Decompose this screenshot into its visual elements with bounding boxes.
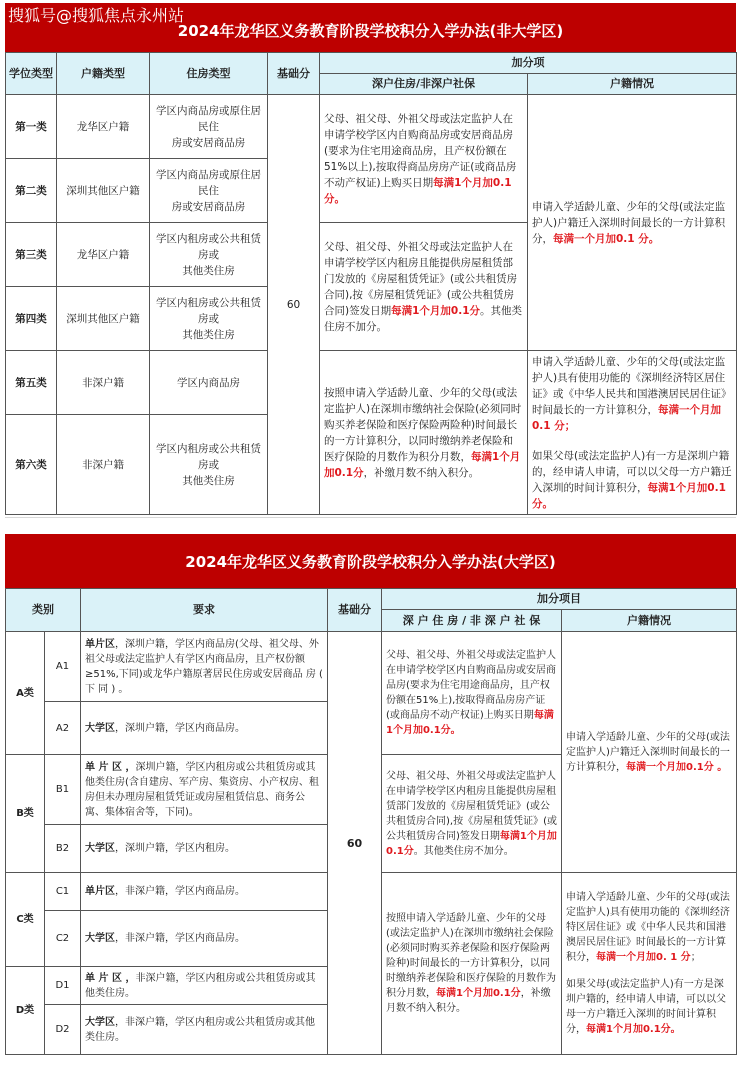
row-housing [150,95,268,159]
hukou-text: 申请入学适龄儿童、少年的父母(或法定监护人)户籍迁入深圳时间最长的一方计算积分， [532,200,726,245]
requirement-text: 深圳户籍，学区内租房或公共租赁房或其他类住房(含自建房、军产房、集资房、小产权房、租房但未办理房屋租赁凭证或房屋租赁信息、商务公寓、集体宿舍等，下同)。 [85,761,319,818]
bonus-owned-housing [320,95,528,223]
group-label: A类 [6,632,45,755]
housing-line: 学区内商品房或原住居 [156,168,261,181]
row-requirement [81,825,328,873]
bonus-tail: ，补缴月数不纳入积分。 [386,988,551,1014]
header-base: 基础分 [268,53,320,95]
header-hukou: 户籍类型 [57,53,150,95]
hukou-highlight: 每满一个月加0.1 分 [532,403,721,432]
header-requirement: 要求 [81,589,328,632]
bonus-text: 父母、祖父母、外祖父母或法定监护人在申请学校学区内租房且能提供房屋租赁部门发放的《房屋租赁凭证》(或公共租赁房合同),按《房屋租赁凭证》(或公共租赁房合同)签发日期 [324,240,518,317]
requirement-text: 非深户籍，学区内租房或公共租赁房或其他类住房。 [85,972,316,999]
table1-title: 2024年龙华区义务教育阶段学校积分入学办法(非大学区) [5,3,736,52]
watermark: 搜狐号@搜狐焦点永州站 [8,6,185,25]
row-code: D2 [45,1005,81,1055]
row-requirement [81,1005,328,1055]
bonus-highlight: 每满1个月加0.1分。 [386,710,554,736]
table-big-district [5,534,736,1055]
row-hukou: 非深户籍 [57,415,150,515]
housing-line: 房或 [198,248,219,261]
requirement-text: ，深圳户籍，学区内租房。 [115,843,235,854]
housing-line: 学区内租房或公共租赁 [156,232,261,245]
row-code: A1 [45,632,81,702]
header-bonus-housing: 深 户 住 房 / 非 深 户 社 保 [382,610,562,632]
bonus-rented-housing [382,755,562,873]
hukou-text: 申请入学适龄儿童、少年的父母(或法定监护人)具有使用功能的《深圳经济特区居住证》或《中华人民共和国港澳居民居住证》时间最长的一方计算积分， [532,355,732,416]
requirement-text: ，非深户籍，学区内商品房。 [115,933,245,944]
hukou-tail: ； [564,419,576,432]
hukou-non-shenzhen [528,351,737,515]
hukou-text: 申请入学适龄儿童、少年的父母(或法定监护人)户籍迁入深圳时间最长的一方计算积分， [566,731,730,773]
row-housing [150,159,268,223]
hukou-text-2: 如果父母(或法定监护人)有一方是深圳户籍的，经申请人申请，可以以父母一方户籍迁入深圳的时间计算积分， [532,449,732,494]
row-requirement [81,632,328,702]
row-category: 第三类 [6,223,57,287]
hukou-highlight-2: 每满1个月加0.1分。 [532,481,726,510]
header-base: 基础分 [328,589,382,632]
hukou-shenzhen [562,632,737,873]
row-housing [150,223,268,287]
bonus-tail: ，补缴月数不纳入积分。 [363,466,480,479]
row-code: C2 [45,911,81,967]
group-label: C类 [6,873,45,967]
header-bonus-hukou: 户籍情况 [528,74,737,95]
table2 [5,588,737,1055]
bonus-highlight: 每满1个月加0.1分 [391,304,481,317]
row-requirement [81,967,328,1005]
row-requirement [81,755,328,825]
bonus-tail: 。其他类住房不加分。 [324,304,523,333]
row-code: B1 [45,755,81,825]
header-housing: 住房类型 [150,53,268,95]
row-requirement [81,873,328,911]
bonus-text: 按照申请入学适龄儿童、少年的父母(或法定监护人)在深圳市缴纳社会保险(必须同时购买养老保险和医疗保险两险种)时间最长的一方计算积分，以同时缴纳养老保险和医疗保险的月数作为积分月数， [386,913,556,999]
group-label: B类 [6,755,45,873]
housing-line: 民住 [198,184,219,197]
hukou-highlight-2: 每满1个月加0.1分。 [586,1024,681,1035]
bonus-social-insurance [382,873,562,1055]
requirement-bold: 大学区 [85,1016,115,1028]
bonus-text: 父母、祖父母、外祖父母或法定监护人在申请学校学区内租房且能提供房屋租赁部门发放的《房屋租赁凭证》(或公共租赁房合同),按《房屋租赁凭证》(或公共租赁房合同)签发日期 [386,770,557,842]
row-code: C1 [45,873,81,911]
row-category: 第一类 [6,95,57,159]
row-hukou: 龙华区户籍 [57,223,150,287]
requirement-bold: 大学区 [85,933,115,944]
housing-line: 房或安居商品房 [171,136,246,149]
requirement-text: ，非深户籍，学区内商品房。 [115,886,245,897]
bonus-highlight: 每满1个月加0.1分 [386,830,557,857]
row-housing [150,287,268,351]
housing-line: 房或 [198,458,219,471]
row-hukou: 非深户籍 [57,351,150,415]
hukou-text-2: 如果父母(或法定监护人)有一方是深圳户籍的，经申请人申请，可以以父母一方户籍迁入深圳的时间计算积分， [566,979,726,1035]
bonus-highlight: 每满1个月加0.1分。 [324,176,512,205]
requirement-bold: 单片区 [85,638,115,650]
housing-line: 房或安居商品房 [171,200,246,213]
hukou-highlight: 每满一个月加0.1分 。 [626,761,728,773]
housing-line: 学区内租房或公共租赁 [156,442,261,455]
table1 [5,52,737,515]
housing-line: 其他类住房 [182,328,235,341]
base-score: 60 [268,95,320,515]
requirement-bold: 大学区 [85,843,115,854]
housing-line: 其他类住房 [182,264,235,277]
row-code: A2 [45,702,81,755]
header-bonus-housing: 深户住房/非深户社保 [320,74,528,95]
table-row [6,632,737,702]
table2-title: 2024年龙华区义务教育阶段学校积分入学办法(大学区) [5,534,736,588]
header-bonus-hukou: 户籍情况 [562,610,737,632]
requirement-text: ，深圳户籍，学区内商品房(父母、祖父母、外祖父母或法定监护人有学区内商品房，且产权份额≥51%,下同)或龙华户籍原著居民住房或安居商品 房 ( 下 同 ) 。 [85,638,323,695]
bonus-highlight: 每满1个月加0.1分 [324,450,521,479]
row-category: 第五类 [6,351,57,415]
hukou-non-shenzhen [562,873,737,1055]
row-category: 第二类 [6,159,57,223]
hukou-highlight: 每满一个月加0.1 分 [553,232,649,245]
bonus-owned-housing [382,632,562,755]
header-category: 学位类型 [6,53,57,95]
row-requirement [81,911,328,967]
bonus-social-insurance [320,351,528,515]
hukou-tail: 。 [648,232,660,245]
requirement-text: ，非深户籍，学区内租房或公共租赁房或其他类住房。 [85,1016,315,1043]
requirement-bold: 单片区 [85,886,115,897]
bonus-text: 父母、祖父母、外祖父母或法定监护人在申请学校学区内自购商品房或安居商品房(要求为住宅用途商品房，且产权份额在51%以上),按取得商品房房产证(或商品房不动产权证)上购买日期 [324,112,517,189]
row-category: 第六类 [6,415,57,515]
row-hukou: 深圳其他区户籍 [57,287,150,351]
row-housing [150,415,268,515]
table-row [6,351,737,415]
base-score: 60 [328,632,382,1055]
table-non-big-district [5,3,736,515]
bonus-text: 按照申请入学适龄儿童、少年的父母(或法定监护人)在深圳市缴纳社会保险(必须同时购买养老保险和医疗保险两险种)时间最长的一方计算积分，以同时缴纳养老保险和医疗保险的月数作为积分月数， [324,386,522,463]
hukou-text: 申请入学适龄儿童、少年的父母(或法定监护人)具有使用功能的《深圳经济特区居住证》或《中华人民共和国港澳居民居住证》时间最长的一方计算积分， [566,892,730,963]
housing-line: 学区内商品房或原住居 [156,104,261,117]
row-requirement [81,702,328,755]
row-hukou: 深圳其他区户籍 [57,159,150,223]
bonus-tail: 。其他类住房不加分。 [413,845,514,857]
row-hukou: 龙华区户籍 [57,95,150,159]
hukou-highlight: 每满一个月加0. 1 分 [596,952,691,963]
hukou-shenzhen [528,95,737,351]
section-divider [5,517,736,518]
bonus-highlight: 每满1个月加0.1分 [436,988,521,999]
row-category: 第四类 [6,287,57,351]
header-bonus: 加分项 [320,53,737,74]
table-row [6,95,737,159]
row-housing: 学区内商品房 [150,351,268,415]
bonus-rented-housing [320,223,528,351]
requirement-bold: 大学区 [85,722,115,734]
row-code: B2 [45,825,81,873]
hukou-tail: ； [690,952,701,963]
group-label: D类 [6,967,45,1055]
housing-line: 房或 [198,312,219,325]
bonus-text: 父母、祖父母、外祖父母或法定监护人在申请学校学区内自购商品房或安居商品房(要求为住宅用途商品房，且产权份额在51%上),按取得商品房房产证(或商品房不动产权证)上购买日期 [386,650,556,721]
header-bonus: 加分项目 [382,589,737,610]
requirement-bold: 单 片 区 ， [85,972,136,984]
requirement-bold: 单 片 区 ， [85,761,136,773]
housing-line: 学区内租房或公共租赁 [156,296,261,309]
header-category: 类别 [6,589,81,632]
requirement-text: ，深圳户籍，学区内商品房。 [115,722,245,734]
row-code: D1 [45,967,81,1005]
housing-line: 民住 [198,120,219,133]
housing-line: 其他类住房 [182,474,235,487]
